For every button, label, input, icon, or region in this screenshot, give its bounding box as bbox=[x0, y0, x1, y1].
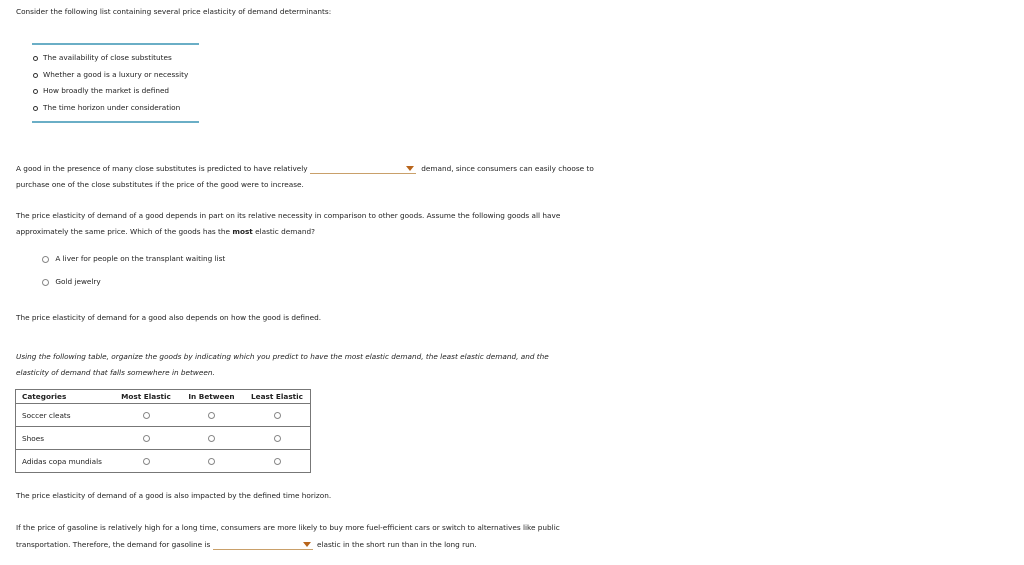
q1-line2: purchase one of the close substitutes if the price of the good were to increase. bbox=[16, 180, 304, 189]
dropdown-arrow-icon bbox=[406, 166, 414, 171]
q1-dropdown[interactable] bbox=[310, 164, 416, 174]
list-item bbox=[33, 53, 172, 63]
header-categories: Categories bbox=[16, 390, 114, 404]
q2-option-liver[interactable] bbox=[42, 254, 225, 264]
list-item-text: The availability of close substitutes bbox=[43, 53, 172, 62]
row-label: Shoes bbox=[16, 427, 114, 450]
q1-line1 bbox=[16, 164, 594, 174]
q4-dropdown[interactable] bbox=[213, 540, 313, 550]
option-label: A liver for people on the transplant waiting list bbox=[55, 254, 226, 263]
q4-line2 bbox=[16, 540, 477, 550]
list-top-divider bbox=[32, 43, 199, 45]
radio-least-elastic[interactable] bbox=[274, 435, 281, 442]
radio-most-elastic[interactable] bbox=[143, 412, 150, 419]
row-label: Soccer cleats bbox=[16, 404, 114, 427]
row-label: Adidas copa mundials bbox=[16, 450, 114, 473]
instruction-text: Using the following table, organize the goods by indicating which you predict to have the most elastic demand, the least elastic demand, and the bbox=[16, 352, 549, 361]
bullet-icon bbox=[33, 106, 38, 111]
q2-text: elastic demand? bbox=[252, 227, 315, 236]
q1-text-after: demand, since consumers can easily choose to bbox=[421, 164, 594, 173]
header-in-between: In Between bbox=[179, 390, 244, 404]
instruction-text: elasticity of demand that falls somewhere in between. bbox=[16, 368, 215, 377]
header-least-elastic: Least Elastic bbox=[244, 390, 311, 404]
q3-instruction-1 bbox=[16, 352, 549, 362]
table-row bbox=[16, 427, 311, 450]
q3-instruction-2 bbox=[16, 368, 215, 378]
list-item-text: Whether a good is a luxury or necessity bbox=[43, 70, 189, 79]
list-item-text: How broadly the market is defined bbox=[43, 86, 170, 95]
list-item-text: The time horizon under consideration bbox=[43, 103, 181, 112]
bullet-icon bbox=[33, 73, 38, 78]
q4-text-after: elastic in the short run than in the long run. bbox=[316, 540, 477, 549]
list-item bbox=[33, 103, 180, 113]
table-row bbox=[16, 450, 311, 473]
list-item bbox=[33, 70, 188, 80]
radio-most-elastic[interactable] bbox=[143, 458, 150, 465]
bullet-icon bbox=[33, 56, 38, 61]
q2-line2 bbox=[16, 227, 315, 237]
radio-least-elastic[interactable] bbox=[274, 412, 281, 419]
q2-option-gold[interactable] bbox=[42, 277, 101, 287]
radio-in-between[interactable] bbox=[208, 458, 215, 465]
q2-bold: most bbox=[232, 227, 253, 236]
radio-button[interactable] bbox=[42, 256, 49, 263]
radio-in-between[interactable] bbox=[208, 412, 215, 419]
radio-in-between[interactable] bbox=[208, 435, 215, 442]
header-most-elastic: Most Elastic bbox=[113, 390, 179, 404]
bullet-icon bbox=[33, 89, 38, 94]
list-item bbox=[33, 86, 169, 96]
option-label: Gold jewelry bbox=[55, 277, 101, 286]
table-header-row bbox=[16, 390, 311, 404]
dropdown-arrow-icon bbox=[303, 542, 311, 547]
q4-statement: The price elasticity of demand of a good is also impacted by the defined time horizon. bbox=[16, 491, 332, 500]
radio-most-elastic[interactable] bbox=[143, 435, 150, 442]
q4-line1: If the price of gasoline is relatively high for a long time, consumers are more likely to buy more fuel-efficient cars or switch to alternatives like public bbox=[16, 523, 560, 532]
elasticity-table bbox=[15, 389, 311, 473]
q2-line1: The price elasticity of demand of a good depends in part on its relative necessity in comparison to other goods. Assume the following goods all have bbox=[16, 211, 561, 220]
q2-text: approximately the same price. Which of the goods has the bbox=[16, 227, 233, 236]
q3-statement: The price elasticity of demand for a good also depends on how the good is defined. bbox=[16, 313, 322, 322]
q4-text-before: transportation. Therefore, the demand for gasoline is bbox=[16, 540, 211, 549]
table-row bbox=[16, 404, 311, 427]
q1-text-before: A good in the presence of many close substitutes is predicted to have relatively bbox=[16, 164, 308, 173]
radio-button[interactable] bbox=[42, 279, 49, 286]
radio-least-elastic[interactable] bbox=[274, 458, 281, 465]
list-bottom-divider bbox=[32, 121, 199, 123]
intro-text: Consider the following list containing several price elasticity of demand determinants: bbox=[16, 7, 332, 16]
